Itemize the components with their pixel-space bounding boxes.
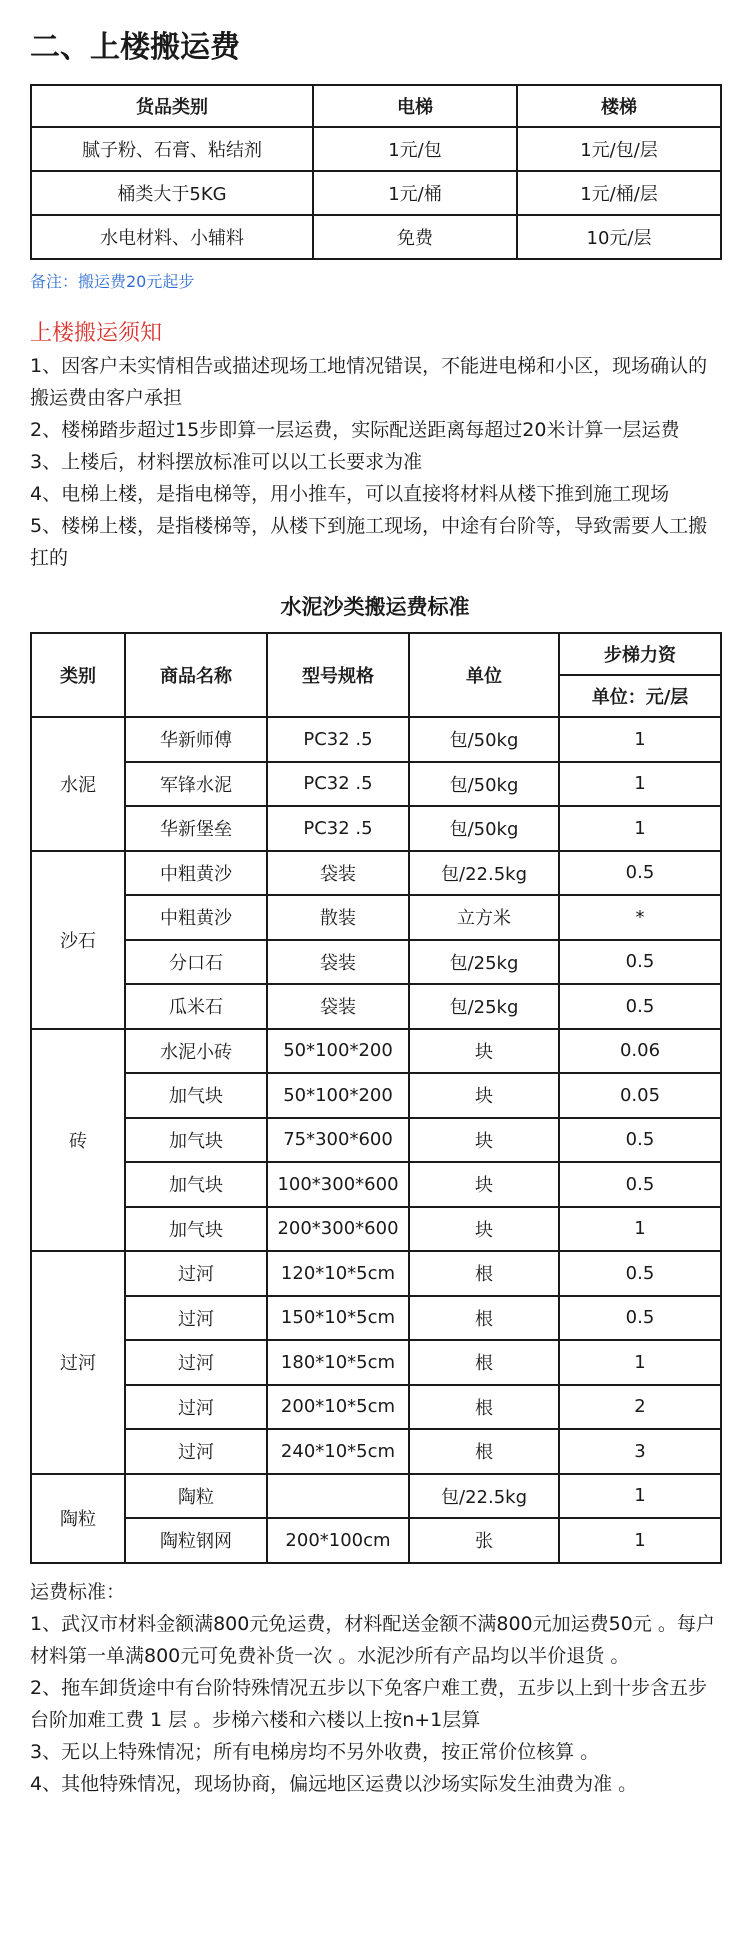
cell-elevator: 1元/桶 xyxy=(313,171,517,215)
cell-stair-fee: 0.5 xyxy=(559,1162,721,1207)
cell-stair-fee: 0.05 xyxy=(559,1073,721,1118)
cell-product-name: 华新堡垒 xyxy=(125,806,267,851)
cell-product-name: 过河 xyxy=(125,1340,267,1385)
cell-stair-fee: 0.5 xyxy=(559,1251,721,1296)
table-row xyxy=(31,1340,721,1385)
table-row xyxy=(31,1162,721,1207)
freight-item: 2、拖车卸货途中有台阶特殊情况五步以下免客户难工费，五步以上到十步含五步台阶加难工费 1 层 。步梯六楼和六楼以上按n+1层算 xyxy=(30,1676,708,1731)
table2-body xyxy=(31,717,721,1563)
table-row xyxy=(31,127,721,171)
cell-unit: 根 xyxy=(409,1429,559,1474)
cell-spec: 200*10*5cm xyxy=(267,1385,409,1430)
cell-spec: 100*300*600 xyxy=(267,1162,409,1207)
cell-stair-fee: 2 xyxy=(559,1385,721,1430)
cell-spec: 75*300*600 xyxy=(267,1118,409,1163)
cell-product-name: 过河 xyxy=(125,1429,267,1474)
cell-spec: 150*10*5cm xyxy=(267,1296,409,1341)
header-elevator: 电梯 xyxy=(313,85,517,127)
cell-product-name: 分口石 xyxy=(125,940,267,985)
cell-product-name: 陶粒钢网 xyxy=(125,1518,267,1563)
table-row xyxy=(31,806,721,851)
table-row xyxy=(31,984,721,1029)
cell-spec: 袋装 xyxy=(267,940,409,985)
cell-unit: 包/50kg xyxy=(409,762,559,807)
cell-product-name: 加气块 xyxy=(125,1207,267,1252)
cell-spec: PC32 .5 xyxy=(267,762,409,807)
cell-unit: 块 xyxy=(409,1118,559,1163)
cell-elevator: 1元/包 xyxy=(313,127,517,171)
header-unit: 单位 xyxy=(409,633,559,717)
fee-table-header xyxy=(31,85,721,127)
cell-product-name: 过河 xyxy=(125,1385,267,1430)
cell-category: 陶粒 xyxy=(31,1474,125,1563)
cell-unit: 包/25kg xyxy=(409,940,559,985)
cell-product-name: 过河 xyxy=(125,1251,267,1296)
table-row xyxy=(31,1474,721,1519)
table-row xyxy=(31,171,721,215)
table-row xyxy=(31,1207,721,1252)
cell-product-name: 军锋水泥 xyxy=(125,762,267,807)
table-row xyxy=(31,1296,721,1341)
table-row xyxy=(31,895,721,940)
cell-stair-fee: 0.5 xyxy=(559,1118,721,1163)
cell-spec: 180*10*5cm xyxy=(267,1340,409,1385)
cell-stair-fee: 0.5 xyxy=(559,851,721,896)
header-fee-unit: 单位：元/层 xyxy=(559,675,721,717)
cell-product-name: 中粗黄沙 xyxy=(125,895,267,940)
fee-note: 备注：搬运费20元起步 xyxy=(30,272,195,291)
cell-unit: 块 xyxy=(409,1073,559,1118)
cell-unit: 包/22.5kg xyxy=(409,1474,559,1519)
table-row xyxy=(31,762,721,807)
notice-item: 3、上楼后，材料摆放标准可以以工长要求为准 xyxy=(30,451,423,473)
cell-unit: 根 xyxy=(409,1340,559,1385)
cell-category: 水电材料、小辅料 xyxy=(31,215,313,259)
cell-unit: 包/50kg xyxy=(409,806,559,851)
cell-spec: 50*100*200 xyxy=(267,1073,409,1118)
cell-stair-fee: 1 xyxy=(559,1207,721,1252)
cell-stair-fee: 0.06 xyxy=(559,1029,721,1074)
notice-item: 4、电梯上楼，是指电梯等，用小推车，可以直接将材料从楼下推到施工现场 xyxy=(30,483,670,505)
cell-stair-fee: 1 xyxy=(559,1340,721,1385)
fee-table xyxy=(30,84,722,260)
cell-category: 砖 xyxy=(31,1029,125,1252)
cell-unit: 张 xyxy=(409,1518,559,1563)
cell-spec: 50*100*200 xyxy=(267,1029,409,1074)
cell-product-name: 加气块 xyxy=(125,1118,267,1163)
cell-category: 过河 xyxy=(31,1251,125,1474)
table2-header-row xyxy=(31,633,721,675)
cell-spec: PC32 .5 xyxy=(267,717,409,762)
table2-title: 水泥沙类搬运费标准 xyxy=(280,595,470,619)
cell-stairs: 1元/包/层 xyxy=(517,127,721,171)
cell-stair-fee: 0.5 xyxy=(559,1296,721,1341)
table-row xyxy=(31,1518,721,1563)
cell-stair-fee: 1 xyxy=(559,717,721,762)
section-title: 二、上楼搬运费 xyxy=(30,30,240,65)
header-spec: 型号规格 xyxy=(267,633,409,717)
freight-title: 运费标准： xyxy=(30,1580,126,1603)
table-row xyxy=(31,940,721,985)
cell-unit: 包/22.5kg xyxy=(409,851,559,896)
table-row xyxy=(31,1251,721,1296)
cell-unit: 立方米 xyxy=(409,895,559,940)
cell-spec: 袋装 xyxy=(267,984,409,1029)
freight-section xyxy=(30,1576,720,1800)
cell-product-name: 水泥小砖 xyxy=(125,1029,267,1074)
notice-item: 2、楼梯踏步超过15步即算一层运费，实际配送距离每超过20米计算一层运费 xyxy=(30,419,680,441)
cell-spec: 120*10*5cm xyxy=(267,1251,409,1296)
cell-stair-fee: 1 xyxy=(559,1474,721,1519)
cell-spec: 200*300*600 xyxy=(267,1207,409,1252)
header-category: 货品类别 xyxy=(31,85,313,127)
freight-item: 3、无以上特殊情况；所有电梯房均不另外收费，按正常价位核算 。 xyxy=(30,1740,600,1763)
freight-item: 1、武汉市材料金额满800元免运费，材料配送金额不满800元加运费50元 。每户材料第一单满800元可免费补货一次 。水泥沙所有产品均以半价退货 。 xyxy=(30,1612,715,1667)
cell-product-name: 中粗黄沙 xyxy=(125,851,267,896)
cell-stair-fee: 0.5 xyxy=(559,984,721,1029)
cell-product-name: 过河 xyxy=(125,1296,267,1341)
cell-product-name: 瓜米石 xyxy=(125,984,267,1029)
notice-item: 1、因客户未实情相告或描述现场工地情况错误，不能进电梯和小区，现场确认的搬运费由客户承担 xyxy=(30,355,708,409)
cement-sand-table xyxy=(30,632,722,1564)
cell-unit: 包/50kg xyxy=(409,717,559,762)
cell-unit: 块 xyxy=(409,1162,559,1207)
table-row xyxy=(31,1429,721,1474)
cell-stair-fee: * xyxy=(559,895,721,940)
header-stairs: 楼梯 xyxy=(517,85,721,127)
cell-category: 沙石 xyxy=(31,851,125,1029)
cell-spec: PC32 .5 xyxy=(267,806,409,851)
cell-stair-fee: 1 xyxy=(559,806,721,851)
header-category: 类别 xyxy=(31,633,125,717)
cell-stair-fee: 0.5 xyxy=(559,940,721,985)
cell-spec: 散装 xyxy=(267,895,409,940)
notice-title: 上楼搬运须知 xyxy=(30,321,163,346)
cell-spec: 240*10*5cm xyxy=(267,1429,409,1474)
table-row xyxy=(31,1029,721,1074)
cell-stair-fee: 1 xyxy=(559,1518,721,1563)
cell-stair-fee: 3 xyxy=(559,1429,721,1474)
cell-spec: 200*100cm xyxy=(267,1518,409,1563)
notice-item: 5、楼梯上楼，是指楼梯等，从楼下到施工现场，中途有台阶等，导致需要人工搬扛的 xyxy=(30,515,708,569)
cell-unit: 块 xyxy=(409,1029,559,1074)
table-row xyxy=(31,1073,721,1118)
cell-product-name: 华新师傅 xyxy=(125,717,267,762)
cell-unit: 包/25kg xyxy=(409,984,559,1029)
notice-list xyxy=(30,350,720,574)
cell-unit: 根 xyxy=(409,1296,559,1341)
cell-unit: 根 xyxy=(409,1385,559,1430)
header-stair-fee: 步梯力资 xyxy=(559,633,721,675)
header-product-name: 商品名称 xyxy=(125,633,267,717)
table-row xyxy=(31,717,721,762)
cell-category: 水泥 xyxy=(31,717,125,851)
cell-product-name: 陶粒 xyxy=(125,1474,267,1519)
cell-product-name: 加气块 xyxy=(125,1162,267,1207)
cell-elevator: 免费 xyxy=(313,215,517,259)
table-row xyxy=(31,851,721,896)
cell-unit: 根 xyxy=(409,1251,559,1296)
cell-spec xyxy=(267,1474,409,1519)
table-row xyxy=(31,215,721,259)
cell-stair-fee: 1 xyxy=(559,762,721,807)
cell-category: 腻子粉、石膏、粘结剂 xyxy=(31,127,313,171)
table-row xyxy=(31,1118,721,1163)
cell-unit: 块 xyxy=(409,1207,559,1252)
cell-category: 桶类大于5KG xyxy=(31,171,313,215)
cell-spec: 袋装 xyxy=(267,851,409,896)
table-row xyxy=(31,1385,721,1430)
cell-product-name: 加气块 xyxy=(125,1073,267,1118)
cell-stairs: 1元/桶/层 xyxy=(517,171,721,215)
freight-item: 4、其他特殊情况，现场协商，偏远地区运费以沙场实际发生油费为准 。 xyxy=(30,1772,638,1795)
cell-stairs: 10元/层 xyxy=(517,215,721,259)
